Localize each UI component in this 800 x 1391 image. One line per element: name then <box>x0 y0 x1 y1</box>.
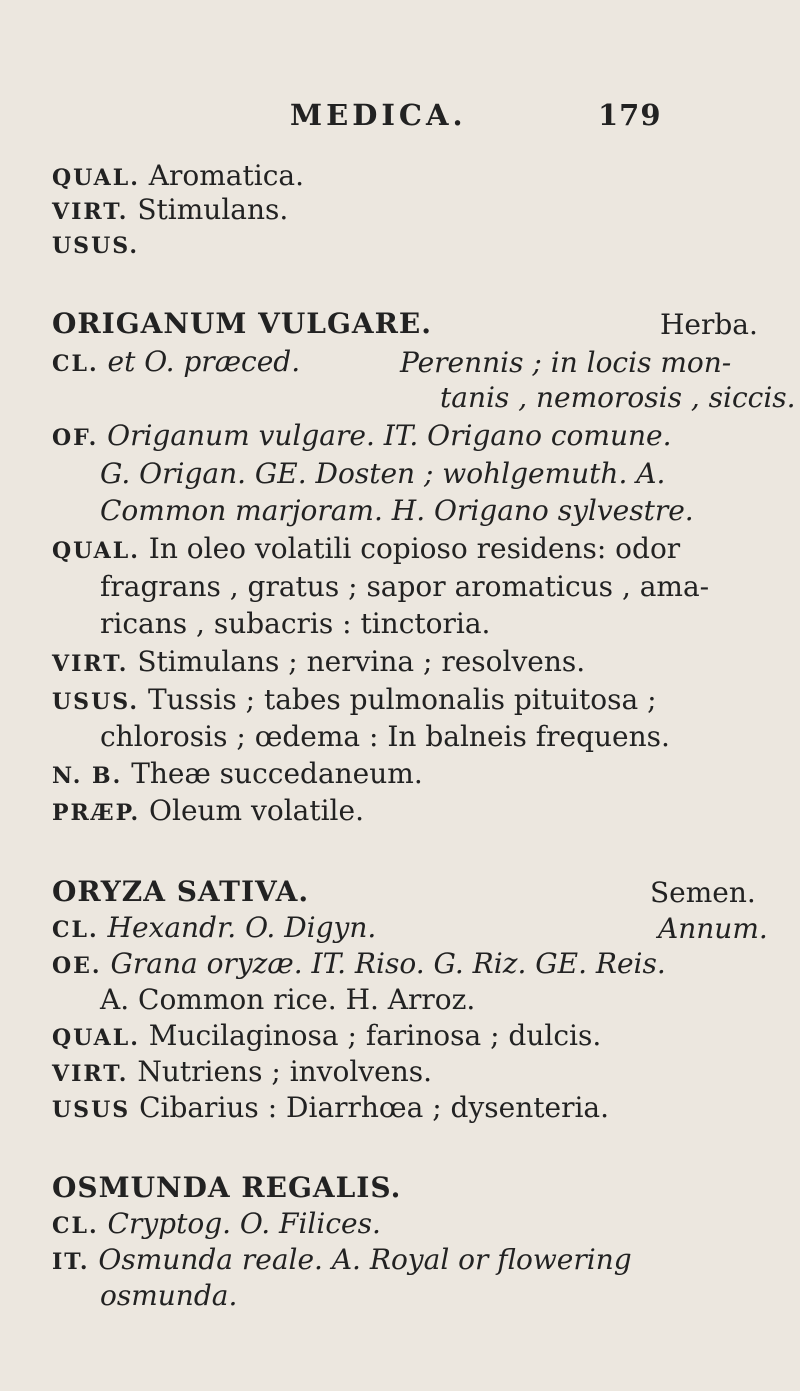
text-line: PRÆP. Oleum volatile. <box>52 794 364 827</box>
text-line: USUS. <box>52 233 140 259</box>
text-line: VIRT. Nutriens ; involvens. <box>52 1055 433 1088</box>
text-line: N. B. Theæ succedaneum. <box>52 757 423 790</box>
text-line: VIRT. Stimulans ; nervina ; resolvens. <box>52 645 586 678</box>
text-line: A. Common rice. H. Arroz. <box>100 983 476 1016</box>
text-line: IT. Osmunda reale. A. Royal or flowering <box>52 1243 632 1276</box>
text-line: USUS. Tussis ; tabes pulmonalis pituitosa ; <box>52 683 657 716</box>
text-line: fragrans , gratus ; sapor aromaticus , ama- <box>100 570 710 603</box>
text-line-right: Perennis ; in locis mon- <box>400 346 732 379</box>
text-line: QUAL. Aromatica. <box>52 159 304 192</box>
text-line: Common marjoram. H. Origano sylvestre. <box>100 494 694 527</box>
text-line: osmunda. <box>100 1279 238 1312</box>
page-number: 179 <box>598 98 662 132</box>
text-line: CL. Hexandr. O. Digyn. <box>52 911 377 944</box>
text-line: chlorosis ; œdema : In balneis frequens. <box>100 720 670 753</box>
text-line: ricans , subacris : tinctoria. <box>100 607 491 640</box>
text-line-right: Annum. <box>658 912 768 945</box>
text-line: VIRT. Stimulans. <box>52 193 289 226</box>
entry-title: ORIGANUM VULGARE. <box>52 307 432 340</box>
entry-title: ORYZA SATIVA. <box>52 875 310 908</box>
entry-part: Herba. <box>660 308 758 341</box>
text-line: CL. Cryptog. O. Filices. <box>52 1207 381 1240</box>
text-line: OF. Origanum vulgare. IT. Origano comune. <box>52 419 672 452</box>
running-header: MEDICA. <box>290 98 467 132</box>
text-line: G. Origan. GE. Dosten ; wohlgemuth. A. <box>100 457 666 490</box>
text-line: USUS Cibarius : Diarrhœa ; dysenteria. <box>52 1091 610 1124</box>
entry-title: OSMUNDA REGALIS. <box>52 1171 402 1204</box>
text-line: QUAL. Mucilaginosa ; farinosa ; dulcis. <box>52 1019 602 1052</box>
entry-part: Semen. <box>650 876 756 909</box>
text-line: OE. Grana oryzæ. IT. Riso. G. Riz. GE. Reis. <box>52 947 666 980</box>
text-line: QUAL. In oleo volatili copioso residens: odor <box>52 532 681 565</box>
text-line: CL. et O. præced. <box>52 345 301 378</box>
text-line: tanis , nemorosis , siccis. <box>440 381 796 414</box>
